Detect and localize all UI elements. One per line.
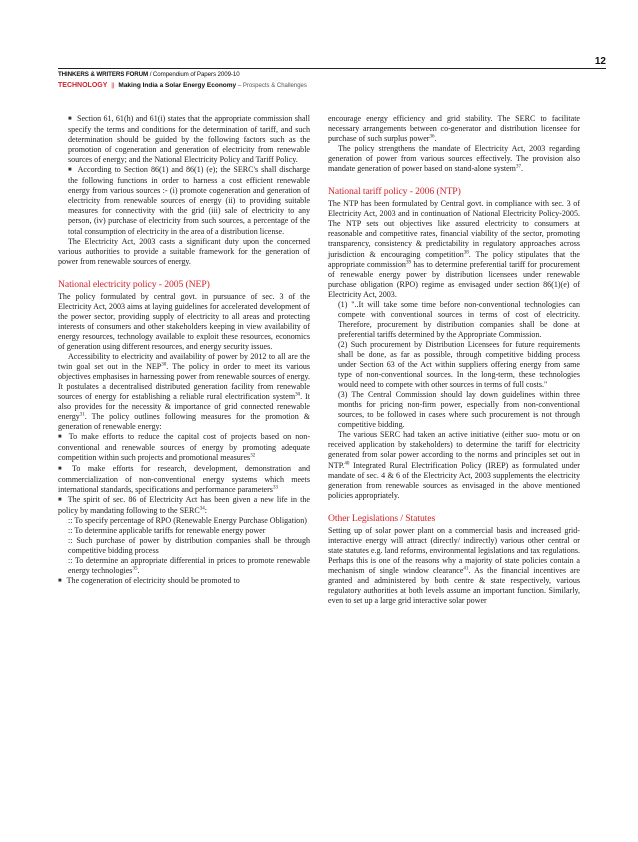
bullet-item: ■ To make efforts to reduce the capital cost of projects based on non-conventional and renewable sources of energy by promoting adequate competition within such projects and promotional measures$^{32}$: [58, 432, 310, 463]
sub-item: :: To specify percentage of RPO (Renewable Energy Purchase Obligation): [68, 515, 307, 525]
quote-item: (2) Such procurement by Distribution Licensees for future requirements shall be done, as far as possible, through competitive bidding process under Section 63 of the Act within suppliers offering energy from same type of non-conventional sources. In the long-term, these technologies would need to compete with other sources in terms of full costs.": [338, 339, 580, 390]
paragraph: The policy strengthens the mandate of Electricity Act, 2003 regarding generation of power from various sources effectively. The provision also mandate generation of power based on stand-alone system$^{37}$.: [328, 144, 580, 174]
section-heading-nep: National electricity policy - 2005 (NEP): [58, 278, 210, 290]
paragraph: ■ Section 61, 61(h) and 61(i) states that the appropriate commission shall specify the terms and conditions for the determination of tariff, and such determination should be guided by the following factors such as the promotion of cogeneration and generation of electricity from renewable sources of energy; and the National Electricity Policy and Tariff Policy.: [58, 114, 310, 165]
breadcrumb: [58, 82, 307, 89]
forum-name: THINKERS & WRITERS FORUM: [58, 71, 149, 78]
page-number: 12: [594, 56, 606, 67]
header-rule: [58, 68, 606, 69]
quote-item: (3) The Central Commission should lay down guidelines within three months for pricing non-firm power, especially from non-conventional sources, to be followed in cases where such procurement is not through competitive bidding.: [338, 390, 580, 430]
sub-item: :: To determine an appropriate differential in prices to promote renewable energy technologies$^{35}$.: [68, 555, 310, 575]
paper-subtitle: – Prospects & Challenges: [236, 83, 307, 89]
paper-title: Making India a Solar Energy Economy: [118, 82, 237, 89]
left-column: [58, 114, 310, 587]
paragraph: The NTP has been formulated by Central govt. in compliance with sec. 3 of Electricity Act, 2003 and in continuation of National Electricity Policy-2005. The NTP sets out objectives like assured electricity to consumers at reasonable and competitive rates, financial viability of the sector, promoting transparency, consistency & predictability in regulatory approaches across jurisdiction & encouraging competition$^{38}$. The policy stipulates that the appropriate commission$^{39}$ has to determine preferential tariff for procurement of renewable energy power by distribution licensees under renewable purchase obligation (RPO) regime as envisaged under section 86(1)(e) of Electricity Act, 2003.: [328, 199, 581, 299]
paragraph: The various SERC had taken an active initiative (either suo- motu or on received application by stakeholders) to determine the tariff for electricity generated from solar power according to the norms and principles set out in NTP.$^{40}$ Integrated Rural Electrification Policy (IREP) as formulated under mandate of sec. 4 & 6 of the Electricity Act, 2003 supplements the electricity generation from renewable sources as envisaged in the above mentioned policies appropriately.: [328, 430, 580, 500]
separator: ||: [111, 82, 115, 89]
sub-item: :: Such purchase of power by distribution companies shall be through competitive bidding process: [68, 535, 310, 555]
paragraph: ■ According to Section 86(1) and 86(1) (e); the SERC's shall discharge the following functions in order to harness a cost efficient renewable energy from various sources :- (i) promote cogeneration and generation of electricity from renewable sources of energy (ii) to providing suitable measures for connectivity with the grid (iii) sale of electricity to any person, (iv) purchase of electricity from such sources, a percentage of the total consumption of electricity in the area of a distribution license.: [58, 165, 310, 236]
right-column: [328, 114, 580, 606]
bullet-item: ■ To make efforts for research, development, demonstration and commercialization of non-conventional energy systems which meets international standards, specifications and performance parameters$^{33}$: [58, 464, 310, 495]
paragraph: The Electricity Act, 2003 casts a significant duty upon the concerned various authorities to provide a suitable framework for the generation of power from renewable sources of energy.: [58, 236, 310, 266]
paragraph: Setting up of solar power plant on a commercial basis and increased grid- interactive energy will attract (directly/ indirectly) various other central or state statutes e.g. land reforms, environmental legislations and tax regulations. Perhaps this is one of the reasons why a majority of state policies contain a mechanism of single window clearance$^{41}$. As the financial incentives are granted and administered by both centre & state respectively, various regulatory authorities at both levels assume an important function. Similarly, even to set up a large grid interactive solar power: [328, 525, 580, 606]
bullet-item: ■ The spirit of sec. 86 of Electricity Act has been given a new life in the policy by mandating following to the SERC$^{34}$:: [58, 495, 310, 516]
bullet-item: ■ The cogeneration of electricity should be promoted to: [58, 576, 310, 587]
forum-compendium: / Compendium of Papers 2009-10: [148, 71, 240, 78]
section-label: TECHNOLOGY: [58, 82, 108, 89]
sub-item: :: To determine applicable tariffs for renewable energy power: [68, 525, 266, 535]
forum-line: [58, 71, 240, 78]
section-heading-other: Other Legislations / Statutes: [328, 512, 436, 524]
paragraph: Accessibility to electricity and availability of power by 2012 to all are the twin goal set out in the NEP$^{30}$. The policy in order to meet its various objectives emphasises in harnessing power from renewable sources of energy. It postulates a decentralised distributed generation facility from renewable sources of energy for establishing a reliable rural electrification system$^{30}$. It also provides for the necessity & importance of grid connected renewable energy$^{31}$. The policy outlines following measures for the promotion & generation of renewable energy:: [58, 351, 310, 432]
section-heading-ntp: National tariff policy - 2006 (NTP): [328, 186, 461, 198]
quote-item: (1) "..It will take some time before non-conventional technologies can compete with conventional sources in terms of cost of electricity. Therefore, procurement by distribution companies shall be done at preferential tariffs determined by the Appropriate Commission.: [338, 299, 580, 339]
paragraph: encourage energy efficiency and grid stability. The SERC to facilitate necessary arrangements between co-generator and distribution licensee for purchase of such surplus power$^{36}$.: [328, 114, 580, 144]
paragraph: The policy formulated by central govt. in pursuance of sec. 3 of the Electricity Act, 2003 aims at laying guidelines for accelerated development of the power sector, providing supply of electricity to all areas and protecting interests of consumers and other stakeholders keeping in view availability of energy resources, technology available to exploit these resources, economics of generation using different resources, and energy security issues.: [58, 291, 310, 351]
